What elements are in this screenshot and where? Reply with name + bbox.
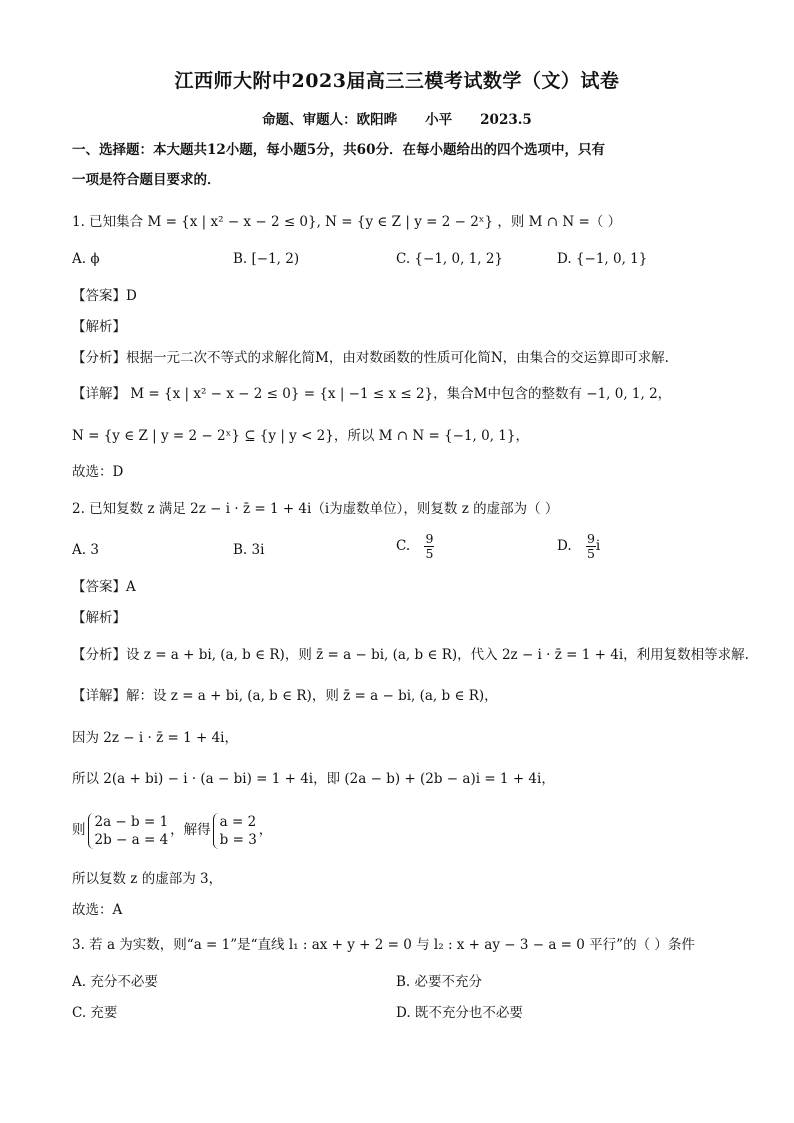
q2-option-d-label: D. <box>557 538 572 554</box>
q2-stem: 2. 已知复数 z 满足 2z − i · z̄ = 1 + 4i（i为虚数单位），则复数 z 的虚部为（ ） <box>72 501 559 517</box>
q2-sys1-eq1: 2a − b = 1 <box>94 813 169 830</box>
q2-fenxi: 【分析】设 z = a + bi, (a, b ∈ R)，则 z̄ = a − bi, (a, b ∈ R)，代入 2z − i · z̄ = 1 + 4i，利用复数相等求解. <box>72 647 749 663</box>
q1-xiangjie-line1: 【详解】 M = {x | x² − x − 2 ≤ 0} = {x | −1 ≤ x ≤ 2}，集合M中包含的整数有 −1, 0, 1, 2， <box>72 386 672 402</box>
q1-option-b: B. [−1, 2) <box>233 251 300 267</box>
q2-system-1 <box>88 813 169 849</box>
q3-stem: 3. 若 a 为实数，则“a = 1”是“直线 l₁ : ax + y + 2 = 0 与 l₂ : x + ay − 3 − a = 0 平行”的（ ）条件 <box>72 937 695 953</box>
q2-sys-end: ， <box>258 822 273 838</box>
q2-option-b: B. 3i <box>233 542 265 558</box>
section-heading-line1: 一、选择题：本大题共12小题，每小题5分，共60分．在每小题给出的四个选项中，只有 <box>72 142 605 158</box>
q1-stem: 1. 已知集合 M = {x | x² − x − 2 ≤ 0}, N = {y ∈ Z | y = 2 − 2ˣ} ，则 M ∩ N =（ ） <box>72 214 622 230</box>
q2-option-c-label: C. <box>396 538 411 554</box>
q2-option-d-suffix: i <box>595 538 601 554</box>
q1-xiangjie-line2: N = {y ∈ Z | y = 2 − 2ˣ} ⊆ {y | y < 2}，所以 M ∩ N = {−1, 0, 1}， <box>72 428 529 444</box>
q1-option-c: C. {−1, 0, 1, 2} <box>396 251 504 267</box>
q1-answer: 【答案】D <box>72 288 137 304</box>
q2-sys2-eq1: a = 2 <box>219 813 257 830</box>
q1-analysis-label: 【解析】 <box>72 319 126 335</box>
q2-option-d-fraction <box>586 532 596 561</box>
q2-sys2-eq2: b = 3 <box>219 831 257 848</box>
q2-option-c <box>396 532 434 561</box>
q2-choice: 故选：A <box>72 902 123 918</box>
q3-option-c: C. 充要 <box>72 1005 118 1021</box>
exam-date: 2023.5 <box>480 112 532 128</box>
q1-choice: 故选：D <box>72 464 124 480</box>
q2-system-2 <box>213 813 257 849</box>
q2-xiangjie: 【详解】解：设 z = a + bi, (a, b ∈ R)，则 z̄ = a − bi, (a, b ∈ R)， <box>72 688 498 704</box>
q2-jiede: ，解得 <box>170 822 211 838</box>
q2-ze: 则 <box>72 822 86 838</box>
q2-so: 所以 2(a + bi) − i · (a − bi) = 1 + 4i，即 (2a − b) + (2b − a)i = 1 + 4i， <box>72 771 555 787</box>
page-title: 江西师大附中2023届高三三模考试数学（文）试卷 <box>174 70 620 92</box>
q2-because: 因为 2z − i · z̄ = 1 + 4i， <box>72 730 238 746</box>
q2-option-d <box>557 532 600 561</box>
q2-system-line <box>72 810 272 850</box>
authors-line <box>0 108 794 128</box>
q2-option-c-num: 9 <box>425 531 434 546</box>
q2-sys1-eq2: 2b − a = 4 <box>94 831 169 848</box>
q2-answer: 【答案】A <box>72 579 136 595</box>
authors-label: 命题、审题人：欧阳晔 <box>262 112 398 128</box>
q2-option-a: A. 3 <box>72 542 99 558</box>
section-heading-line2: 一项是符合题目要求的． <box>72 172 221 188</box>
q3-option-b: B. 必要不充分 <box>396 974 483 990</box>
q3-option-d: D. 既不充分也不必要 <box>396 1005 523 1021</box>
q2-option-c-den: 5 <box>425 546 434 561</box>
q3-option-a: A. 充分不必要 <box>72 974 158 990</box>
q1-option-d: D. {−1, 0, 1} <box>557 251 648 267</box>
q1-fenxi: 【分析】根据一元二次不等式的求解化简M，由对数函数的性质可化简N，由集合的交运算即可求解. <box>72 350 669 366</box>
q2-option-d-den: 5 <box>586 546 595 561</box>
q2-option-d-num: 9 <box>586 531 595 546</box>
q2-conclusion: 所以复数 z 的虚部为 3， <box>72 871 223 887</box>
authors-second: 小平 <box>425 112 453 128</box>
q1-option-a: A. ϕ <box>72 251 100 267</box>
q2-option-c-fraction <box>424 532 434 561</box>
q2-analysis-label: 【解析】 <box>72 610 126 626</box>
